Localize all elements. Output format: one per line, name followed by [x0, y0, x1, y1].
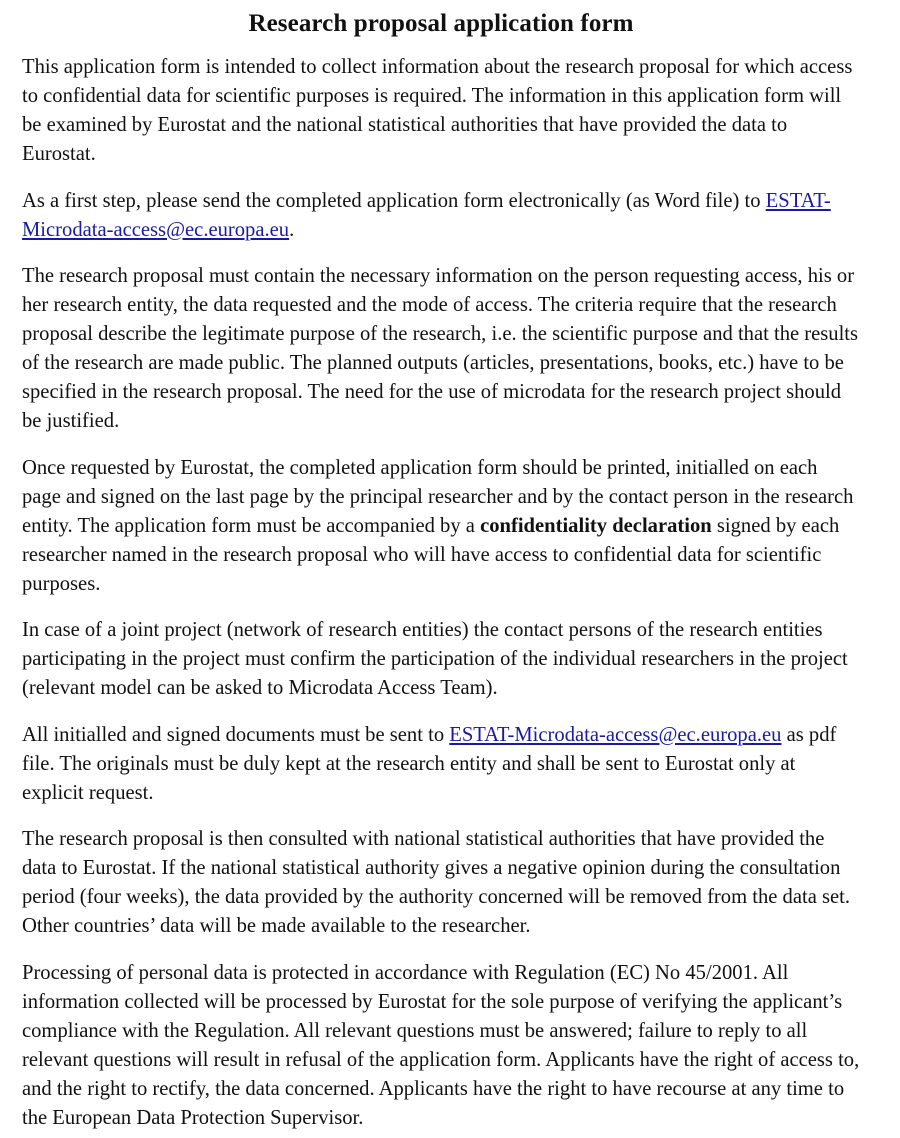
paragraph-purpose: This application form is intended to collect information about the research proposal for which access to confidential data for scientific purposes is required. The information in this application form will be examined by Eurostat and the national statistical authorities that have provided the data to Eurostat. — [22, 56, 853, 165]
document-title: Research proposal application form — [248, 10, 634, 37]
paragraph-signing-text: Once requested by Eurostat, the completed application form should be printed, initialled on each page and signed on the last page by the principal researcher and by the contact person in the research entity. The application form must be accompanied by a — [22, 456, 854, 537]
paragraph-consultation: The research proposal is then consulted with national statistical authorities that have provided the data to Eurostat. If the national statistical authority gives a negative opinion during the consultation period (four weeks), the data provided by the authority concerned will be removed from the data set. Other countries’ data will be made available to the researcher. — [22, 828, 851, 937]
email-link-first-step[interactable]: ESTAT-Microdata-access@ec.europa.eu — [22, 189, 831, 241]
email-link-submission[interactable]: ESTAT-Microdata-access@ec.europa.eu — [449, 723, 782, 746]
paragraph-first-step-text: As a first step, please send the completed application form electronically (as Word file) to — [22, 189, 766, 212]
paragraph-submission-text: All initialled and signed documents must be sent to — [22, 723, 450, 746]
paragraph-submission — [22, 721, 860, 808]
paragraph-data-protection: Processing of personal data is protected in accordance with Regulation (EC) No 45/2001. All information collected will be processed by Eurostat for the sole purpose of verifying the applicant’s compliance with the Regulation. All relevant questions must be answered; failure to reply to all relevant questions will result in refusal of the application form. Applicants have the right of access to, and the right to rectify, the data concerned. Applicants have the right to have recourse at any time to the European Data Protection Supervisor. — [22, 961, 860, 1129]
confidentiality-declaration-term: confidentiality declaration — [480, 514, 712, 537]
paragraph-proposal-content: The research proposal must contain the necessary information on the person requesting access, his or her research entity, the data requested and the mode of access. The criteria require that the research proposal describe the legitimate purpose of the research, i.e. the scientific purpose and that the results of the research are made public. The planned outputs (articles, presentations, books, etc.) have to be specified in the research proposal. The need for the use of microdata for the research project should be justified. — [22, 265, 859, 432]
paragraph-submission-end: as pdf file. The originals must be duly kept at the research entity and shall be sent to Eurostat only at explicit request. — [22, 723, 837, 804]
paragraph-signing — [22, 454, 860, 599]
paragraph-first-step-end: . — [289, 218, 295, 241]
paragraph-first-step — [22, 187, 860, 245]
paragraph-signing-end: signed by each researcher named in the research proposal who will have access to confidential data for scientific purposes. — [22, 514, 840, 595]
paragraph-joint-project: In case of a joint project (network of research entities) the contact persons of the research entities participating in the project must confirm the participation of the individual researchers in the project (relevant model can be asked to Microdata Access Team). — [22, 619, 848, 699]
